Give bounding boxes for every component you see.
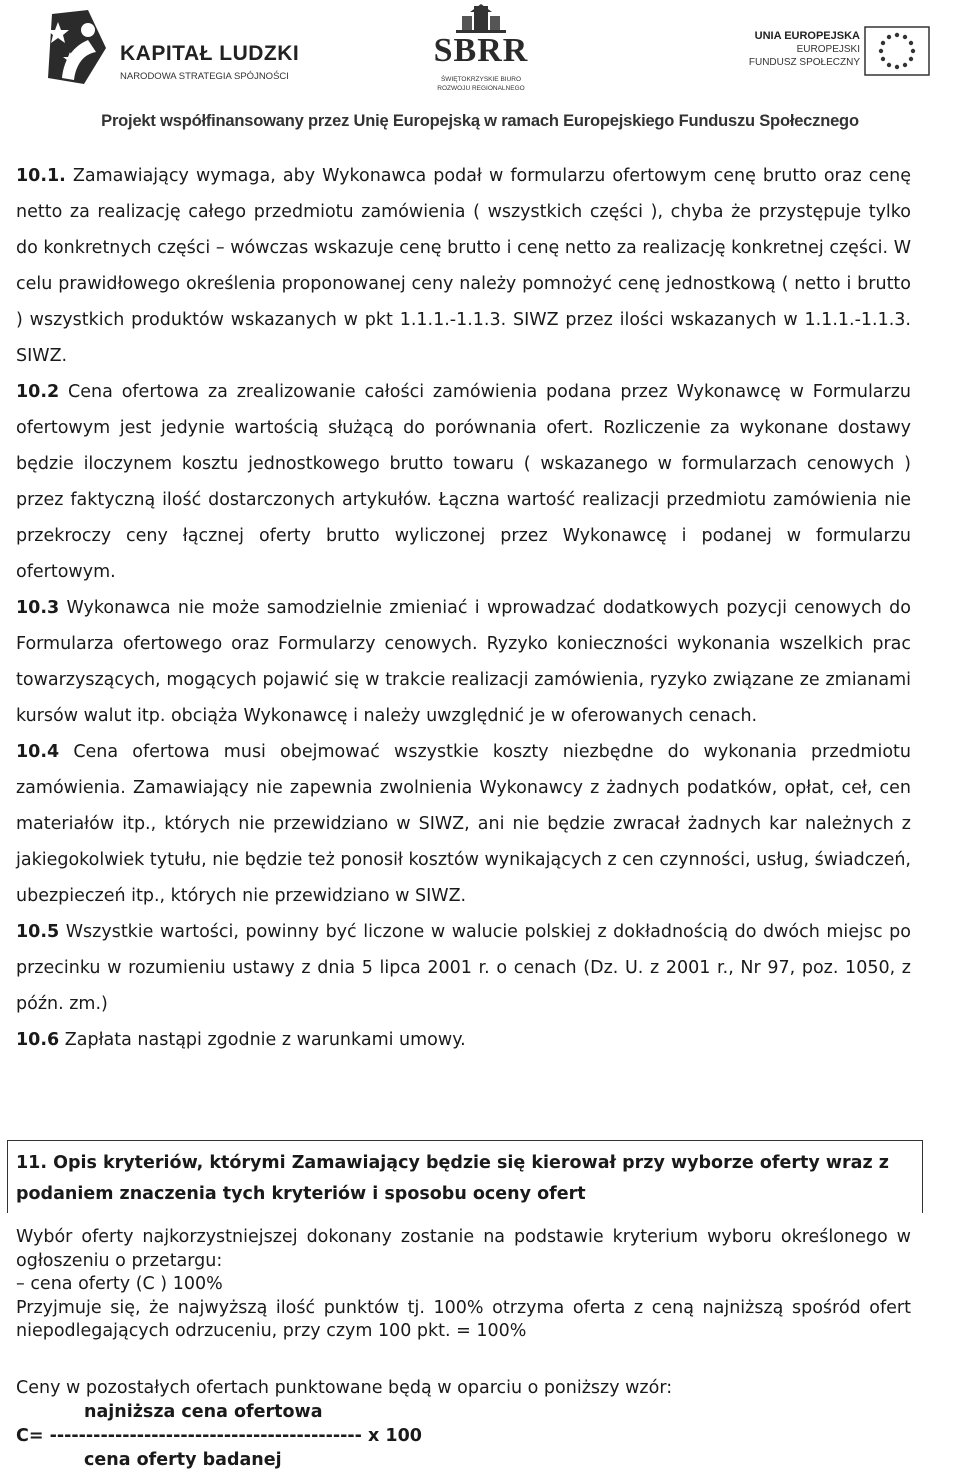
kapital-ludzki-logo (44, 8, 304, 86)
paragraph-text: Zapłata nastąpi zgodnie z warunkami umowy. (59, 1030, 466, 1050)
eu-fund-line-1: EUROPEJSKI (796, 44, 860, 55)
kapital-ludzki-emblem-icon (44, 8, 114, 86)
paragraph-text: Wszystkie wartości, powinny być liczone w walucie polskiej z dokładnością do dwóch miejsc po przecinku w rozumieniu ustawy z dnia 5 lipca 2001 r. o cenach (Dz. U. z 2001 r., Nr 97, poz. 1050, z późn. zm.) (16, 922, 911, 1014)
section-11-criteria (16, 1226, 911, 1344)
eu-fund-line-2: FUNDUSZ SPOŁECZNY (748, 57, 860, 68)
sbrr-wordmark: SBRR (433, 32, 529, 69)
paragraph-number: 10.3 (16, 598, 60, 618)
formula-line: C= ------------------------------------------- x 100 (16, 1426, 422, 1446)
paragraph-10-6 (16, 1022, 911, 1058)
page-header (0, 0, 960, 140)
criteria-scoring: Przyjmuje się, że najwyższą ilość punktów tj. 100% otrzyma oferta z ceną najniższą spośród ofert niepodlegających odrzuceniu, przy czym 100 pkt. = 100% (16, 1297, 911, 1341)
paragraph-text: Cena ofertowa za zrealizowanie całości zamówienia podana przez Wykonawcę w Formularzu ofertowym jest jedynie wartością służącą do porównania ofert. Rozliczenie za wykonane dostawy będzie iloczynem kosztu jednostkowego brutto towaru ( wskazanego w formularzach cenowych ) przez faktyczną ilość dostarczonych artykułów. Łączna wartość realizacji przedmiotu zamówienia nie przekroczy ceny łącznej oferty brutto wyliczonej przez Wykonawcę i podanej w formularzu ofertowym. (16, 382, 911, 582)
sbrr-logo (426, 4, 536, 94)
paragraph-10-1 (16, 158, 911, 374)
kapital-ludzki-subtitle: NARODOWA STRATEGIA SPÓJNOŚCI (120, 71, 289, 82)
eu-logo (734, 18, 944, 88)
project-cofinancing-banner: Projekt współfinansowany przez Unię Europejską w ramach Europejskiego Funduszu Społecznego (101, 112, 859, 130)
paragraph-text: Cena ofertowa musi obejmować wszystkie koszty niezbędne do wykonania przedmiotu zamówienia. Zamawiający nie zapewnia zwolnienia Wykonawcy z żadnych podatków, opłat, ceł, cen materiałów itp., których nie przewidziano w SIWZ, ani nie będzie zwracał żadnych kar należnych z jakiegokolwiek tytułu, nie będzie też ponosił kosztów wynikających z cen czynności, usług, świadczeń, ubezpieczeń itp., których nie przewidziano w SIWZ. (16, 742, 911, 906)
paragraph-10-5 (16, 914, 911, 1022)
paragraph-10-2 (16, 374, 911, 590)
paragraph-10-3 (16, 590, 911, 734)
document-body (16, 158, 911, 1058)
formula-numerator: najniższa cena ofertowa (84, 1402, 323, 1422)
paragraph-10-4 (16, 734, 911, 914)
sbrr-line-2: ROZWOJU REGIONALNEGO (437, 85, 525, 92)
eu-title: UNIA EUROPEJSKA (754, 30, 860, 42)
kapital-ludzki-title: KAPITAŁ LUDZKI (120, 42, 300, 65)
paragraph-text: Zamawiający wymaga, aby Wykonawca podał w formularzu ofertowym cenę brutto oraz cenę netto za realizację całego przedmiotu zamówienia ( wszystkich części ), chyba że przystępuje tylko do konkretnych części – wówczas wskazuje cenę brutto i cenę netto za realizację konkretnej części. W celu prawidłowego określenia proponowanej ceny należy pomnożyć cenę jednostkową ( netto i brutto ) wszystkich produktów wskazanych w pkt 1.1.1.-1.1.3. SIWZ przez ilości wskazanych w 1.1.1.-1.1.3. SIWZ. (16, 166, 911, 366)
section-11-heading: 11. Opis kryteriów, którymi Zamawiający będzie się kierował przy wyborze oferty wraz z podaniem znaczenia tych kryteriów i sposobu oceny ofert (16, 1153, 889, 1204)
formula-denominator: cena oferty badanej (84, 1450, 282, 1470)
paragraph-number: 10.6 (16, 1030, 60, 1050)
criteria-intro: Wybór oferty najkorzystniejszej dokonany zostanie na podstawie kryterium wyboru określonego w ogłoszeniu o przetargu: (16, 1227, 911, 1271)
sbrr-line-1: ŚWIĘTOKRZYSKIE BIURO (440, 76, 522, 83)
eu-flag-icon (864, 26, 930, 76)
paragraph-text: Wykonawca nie może samodzielnie zmieniać i wprowadzać dodatkowych pozycji cenowych do Formularza ofertowego oraz Formularzy cenowych. Ryzyko konieczności wykonania wszelkich prac towarzyszących, mogących pojawić się w trakcie realizacji zamówienia, ryzyko związane ze zmianami kursów walut itp. obciąża Wykonawcę i należy uwzględnić je w oferowanych cenach. (16, 598, 911, 726)
paragraph-number: 10.4 (16, 742, 60, 762)
formula-intro: Ceny w pozostałych ofertach punktowane będą w oparciu o poniższy wzór: (16, 1378, 673, 1398)
scoring-formula (16, 1376, 911, 1472)
paragraph-number: 10.5 (16, 922, 60, 942)
paragraph-number: 10.2 (16, 382, 60, 402)
sbrr-building-icon (426, 4, 536, 34)
criteria-price: – cena oferty (C ) 100% (16, 1274, 223, 1294)
paragraph-number: 10.1. (16, 166, 66, 186)
